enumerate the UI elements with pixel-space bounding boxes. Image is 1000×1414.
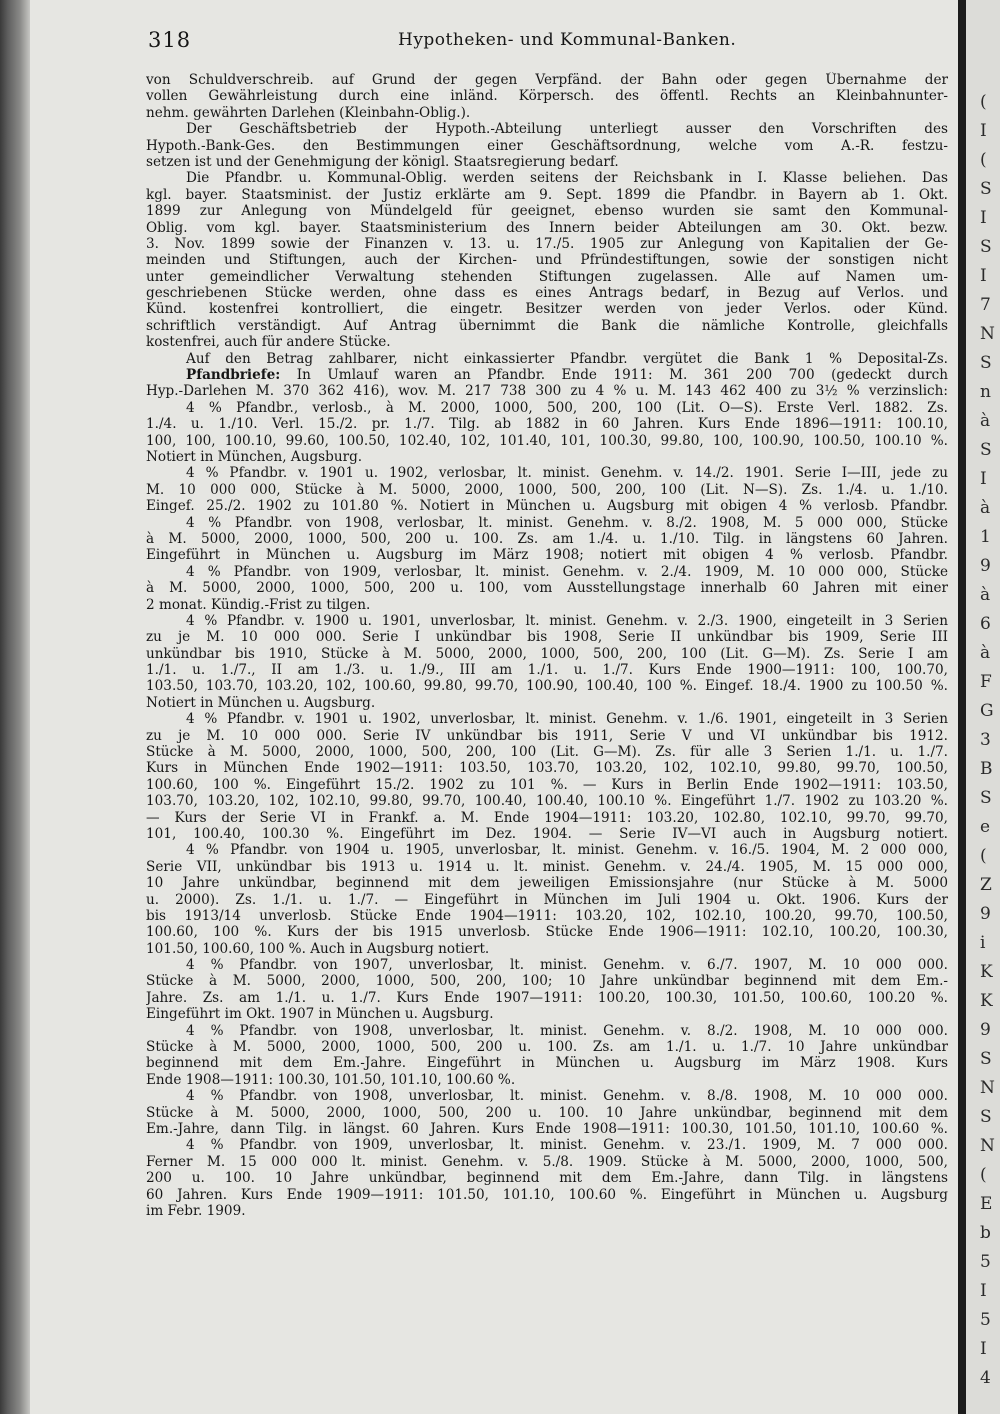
text-line: 3. Nov. 1899 sowie der Finanzen v. 13. u. 17./5. 1905 zur Anlegung von Kapitalien der Ge-	[146, 235, 948, 252]
text-line: im Febr. 1909.	[146, 1202, 246, 1219]
text-line: Stücke à M. 5000, 2000, 1000, 500, 200 u. 100. Zs. am 1./1. u. 1./7. 10 Jahre unkündbar	[146, 1039, 948, 1056]
running-title: Hypotheken- und Kommunal-Banken.	[398, 30, 737, 50]
text-line: 101, 100.40, 100.30 %. Eingeführt im Dez. 1904. — Serie IV—VI auch in Augsburg notiert.	[146, 825, 948, 842]
body-text	[146, 72, 948, 1219]
text-line: 4 % Pfandbr. v. 1900 u. 1901, unverlosbar, lt. minist. Genehm. v. 2./3. 1900, eingeteilt in 3 Serien	[186, 612, 948, 629]
text-line: 4 % Pfandbr. von 1909, verlosbar, lt. minist. Genehm. v. 2./4. 1909, M. 10 000 000, Stücke	[186, 563, 948, 580]
margin-fragment: G	[980, 701, 994, 721]
margin-fragment: (	[980, 846, 987, 866]
margin-fragment: 5	[980, 1252, 991, 1272]
text-line: à M. 5000, 2000, 1000, 500, 200 u. 100, vom Ausstellungstage innerhalb 60 Jahren mit einer	[146, 580, 948, 597]
text-line: Ende 1908—1911: 100.30, 101.50, 101.10, 100.60 %.	[146, 1071, 516, 1088]
text-line: Stücke à M. 5000, 2000, 1000, 500, 200 u. 100. 10 Jahre unkündbar, beginnend mit dem	[146, 1104, 948, 1121]
margin-fragment: N	[980, 1136, 995, 1156]
margin-fragment: 9	[980, 556, 991, 576]
margin-fragment: 4	[980, 1368, 991, 1388]
text-line: zu je M. 10 000 000. Serie IV unkündbar bis 1911, Serie V und VI unkündbar bis 1912.	[146, 727, 948, 744]
margin-fragment: (	[980, 150, 987, 170]
text-line: 4 % Pfandbr. v. 1901 u. 1902, verlosbar, lt. minist. Genehm. v. 14./2. 1901. Serie I—III, jede zu	[186, 465, 948, 482]
margin-fragment: B	[980, 759, 993, 779]
margin-fragment: à	[980, 498, 991, 518]
margin-fragment: N	[980, 1078, 995, 1098]
margin-fragment: 7	[980, 295, 991, 315]
text-line: Künd. kostenfrei kontrolliert, die eingetr. Besitzer werden von jeder Verlos. oder Künd.	[146, 301, 948, 318]
margin-fragment: n	[980, 382, 991, 402]
margin-fragment: (	[980, 92, 987, 112]
text-line: vollen Gewährleistung durch eine inländ. Körpersch. des öffentl. Rechts an Kleinbahnunter-	[146, 88, 948, 105]
text-line: Eingeführt in München u. Augsburg im März 1908; notiert mit obigen 4 % verlosb. Pfandbr.	[146, 547, 948, 564]
text-line: unkündbar bis 1910, Stücke à M. 5000, 2000, 1000, 500, 200, 100 (Lit. G—M). Zs. Serie I am	[146, 645, 948, 662]
text-line: M. 10 000 000, Stücke à M. 5000, 2000, 1000, 500, 200, 100 (Lit. N—S). Zs. 1./4. u. 1./10.	[146, 481, 948, 498]
text-line: — Kurs der Serie VI in Frankf. a. M. Ende 1904—1911: 103.20, 102.80, 102.10, 99.70, 99.70,	[146, 809, 948, 826]
text-line: 1./1. u. 1./7., II am 1./3. u. 1./9., III am 1./1. u. 1./7. Kurs Ende 1900—1911: 100, 100.70,	[146, 662, 948, 679]
text-line: 4 % Pfandbr. von 1908, verlosbar, lt. minist. Genehm. v. 8./2. 1908, M. 5 000 000, Stücke	[186, 514, 948, 531]
text-line: Eingef. 25./2. 1902 zu 101.80 %. Notiert in München u. Augsburg mit obigen 4 % verlosb. Pfandbr.	[146, 498, 948, 515]
text-line: beginnend mit dem Em.-Jahre. Eingeführt in München u. Augsburg im März 1908. Kurs	[146, 1055, 948, 1072]
margin-fragment: à	[980, 643, 991, 663]
text-line: 60 Jahren. Kurs Ende 1909—1911: 101.50, 101.10, 100.60 %. Eingeführt in München u. Augsburg	[146, 1186, 948, 1203]
margin-fragment: I	[980, 1339, 987, 1359]
margin-fragment: S	[980, 179, 992, 199]
text-line: Hypoth.-Bank-Ges. den Bestimmungen einer Geschäftsordnung, welche vom A.-R. festzu-	[146, 137, 948, 154]
text-line: Auf den Betrag zahlbarer, nicht einkassierter Pfandbr. vergütet die Bank 1 % Deposital-Zs.	[186, 350, 948, 367]
text-line: 103.70, 103.20, 102, 102.10, 99.80, 99.70, 100.40, 100.40, 100.10 %. Eingeführt 1./7. 1902 zu 103.20 %.	[146, 793, 948, 810]
text-line: unter gemeindlicher Verwaltung stehenden Stiftungen zugelassen. Alle auf Namen um-	[146, 268, 948, 285]
text-line: 100, 100, 100.10, 99.60, 100.50, 102.40, 102, 101.40, 101, 100.30, 99.80, 100, 100.90, 100.50, 100.10 %.	[146, 432, 948, 449]
text-line: Ferner M. 15 000 000 lt. minist. Genehm. v. 5./8. 1909. Stücke à M. 5000, 2000, 1000, 500,	[146, 1153, 948, 1170]
text-line: Jahre. Zs. am 1./1. u. 1./7. Kurs Ende 1907—1911: 100.20, 100.30, 101.50, 100.60, 100.20 %.	[146, 989, 948, 1006]
text-line: schriftlich verständigt. Auf Antrag übernimmt die Bank die nämliche Kontrolle, gleichfalls	[146, 317, 948, 334]
margin-fragment: E	[980, 1194, 993, 1214]
margin-fragment: S	[980, 1049, 992, 1069]
text-line: Stücke à M. 5000, 2000, 1000, 500, 200, 100 (Lit. G—M). Zs. für alle 3 Serien 1./1. u. 1./7.	[146, 744, 948, 761]
margin-fragment: 9	[980, 1020, 991, 1040]
text-line: 1899 zur Anlegung von Mündelgeld für geeignet, ebenso wurden sie samt den Kommunal-	[146, 203, 948, 220]
text-run: In Umlauf waren an Pfandbr. Ende 1911: M. 361 200 700 (gedeckt durch	[280, 367, 948, 384]
text-line: kgl. bayer. Staatsminist. der Justiz erklärte am 9. Sept. 1899 die Pfandbr. in Bayern ab 1. Okt.	[146, 186, 948, 203]
text-line: u. 2000). Zs. 1./1. u. 1./7. — Eingeführt in München im Juli 1904 u. Okt. 1906. Kurs der	[146, 891, 948, 908]
text-line	[146, 367, 948, 383]
margin-fragment: I	[980, 266, 987, 286]
margin-fragment: I	[980, 1281, 987, 1301]
text-line: setzen ist und der Genehmigung der königl. Staatsregierung bedarf.	[146, 153, 619, 170]
margin-fragment: à	[980, 411, 991, 431]
adjacent-page-margin	[966, 0, 1000, 1414]
margin-fragment: F	[980, 672, 992, 692]
margin-fragment: S	[980, 237, 992, 257]
text-line: 4 % Pfandbr. von 1908, unverlosbar, lt. minist. Genehm. v. 8./2. 1908, M. 10 000 000.	[186, 1022, 948, 1039]
text-line: à M. 5000, 2000, 1000, 500, 200 u. 100. Zs. am 1./4. u. 1./10. Tilg. in längstens 60 Jahren.	[146, 530, 948, 547]
text-line: kostenfrei, auch für andere Stücke.	[146, 334, 391, 351]
text-line: Notiert in München u. Augsburg.	[146, 694, 376, 711]
margin-fragment: I	[980, 469, 987, 489]
margin-fragment: 6	[980, 614, 991, 634]
text-line: 100.60, 100 %. Kurs der bis 1915 unverlosb. Stücke Ende 1906—1911: 102.10, 100.20, 100.30,	[146, 924, 948, 941]
margin-fragment: I	[980, 121, 987, 141]
text-line: 103.50, 103.70, 103.20, 102, 100.60, 99.80, 99.70, 100.90, 100.40, 100 %. Eingef. 18./4. 1900 zu 100.50 %.	[146, 678, 948, 695]
text-line: 4 % Pfandbr. von 1904 u. 1905, unverlosbar, lt. minist. Genehm. v. 16./5. 1904, M. 2 000 000,	[186, 842, 948, 859]
margin-fragment: Z	[980, 875, 992, 895]
text-line: 200 u. 100. 10 Jahre unkündbar, beginnend mit dem Em.-Jahre, dann Tilg. in längstens	[146, 1170, 948, 1187]
text-line: Die Pfandbr. u. Kommunal-Oblig. werden seitens der Reichsbank in I. Klasse beliehen. Das	[186, 170, 948, 187]
margin-fragment: 3	[980, 730, 991, 750]
text-line: 4 % Pfandbr. v. 1901 u. 1902, unverlosbar, lt. minist. Genehm. v. 1./6. 1901, eingeteilt in 3 Serien	[186, 711, 948, 728]
text-line: von Schuldverschreib. auf Grund der gegen Verpfänd. der Bahn oder gegen Übernahme der	[146, 72, 948, 88]
text-line: 10 Jahre unkündbar, beginnend mit dem jeweiligen Emissionsjahre (nur Stücke à M. 5000	[146, 875, 948, 892]
margin-fragment: I	[980, 208, 987, 228]
margin-fragment: S	[980, 1107, 992, 1127]
text-line: 4 % Pfandbr. von 1908, unverlosbar, lt. minist. Genehm. v. 8./8. 1908, M. 10 000 000.	[186, 1088, 948, 1105]
margin-fragment: N	[980, 324, 995, 344]
margin-fragment: e	[980, 817, 991, 837]
margin-fragment: S	[980, 788, 992, 808]
text-line: meinden und Stiftungen, auch der Kirchen- und Pfründestiftungen, sowie der sonstigen nicht	[146, 252, 948, 269]
section-lead: Pfandbriefe:	[186, 367, 281, 384]
text-line: Hyp.-Darlehen M. 370 362 416), wov. M. 217 738 300 zu 4 % u. M. 143 462 400 zu 3½ % verzinslich:	[146, 383, 948, 400]
text-line: Stücke à M. 5000, 2000, 1000, 500, 200, 100; 10 Jahre unkündbar beginnend mit dem Em.-	[146, 973, 948, 990]
page-gutter	[958, 0, 966, 1414]
text-line: Notiert in München, Augsburg.	[146, 448, 363, 465]
text-line: 1./4. u. 1./10. Verl. 15./2. pr. 1./7. Tilg. ab 1882 in 60 Jahren. Kurs Ende 1896—1911: 100.10,	[146, 416, 948, 433]
text-line: zu je M. 10 000 000. Serie I unkündbar bis 1908, Serie II unkündbar bis 1909, Serie III	[146, 629, 948, 646]
text-line: Serie VII, unkündbar bis 1913 u. 1914 u. lt. minist. Genehm. v. 24./4. 1905, M. 15 000 000,	[146, 858, 948, 875]
margin-fragment: K	[980, 991, 993, 1011]
text-line: Kurs in München Ende 1902—1911: 103.50, 103.70, 103.20, 102, 102.10, 99.80, 99.70, 100.50,	[146, 760, 948, 777]
page-header	[148, 28, 948, 58]
text-line: 101.50, 100.60, 100 %. Auch in Augsburg notiert.	[146, 940, 490, 957]
text-line: nehm. gewährten Darlehen (Kleinbahn-Oblig.).	[146, 104, 471, 121]
text-line: 4 % Pfandbr. von 1909, unverlosbar, lt. minist. Genehm. v. 23./1. 1909, M. 7 000 000.	[186, 1137, 948, 1154]
text-line: geschriebenen Stücke werden, ohne dass es eines Antrags bedarf, in Bezug auf Verlos. und	[146, 285, 948, 302]
margin-fragment: i	[980, 933, 986, 953]
margin-fragment: 1	[980, 527, 991, 547]
margin-fragment: 5	[980, 1310, 991, 1330]
text-line: bis 1913/14 unverlosb. Stücke Ende 1904—1911: 103.20, 102, 102.10, 100.20, 99.70, 100.50,	[146, 907, 948, 924]
margin-fragment: à	[980, 585, 991, 605]
margin-fragment: b	[980, 1223, 991, 1243]
scan-binding-shadow	[0, 0, 30, 1414]
page-number: 318	[148, 28, 192, 52]
text-line: 2 monat. Kündig.-Frist zu tilgen.	[146, 596, 371, 613]
text-line: 4 % Pfandbr., verlosb., à M. 2000, 1000, 500, 200, 100 (Lit. O—S). Erste Verl. 1882. Zs.	[186, 399, 948, 416]
text-line: 100.60, 100 %. Eingeführt 15./2. 1902 zu 101 %. — Kurs in Berlin Ende 1902—1911: 103.50,	[146, 776, 948, 793]
margin-fragment: K	[980, 962, 993, 982]
text-line: Oblig. vom kgl. bayer. Staatsministerium des Innern beider Abteilungen am 30. Okt. bezw.	[146, 219, 948, 236]
margin-fragment: S	[980, 440, 992, 460]
text-line: Em.-Jahre, dann Tilg. in längst. 60 Jahren. Kurs Ende 1908—1911: 100.30, 101.50, 101.10, 100.60 %.	[146, 1121, 948, 1137]
margin-fragment: S	[980, 353, 992, 373]
margin-fragment: (	[980, 1165, 987, 1185]
text-line: 4 % Pfandbr. von 1907, unverlosbar, lt. minist. Genehm. v. 6./7. 1907, M. 10 000 000.	[186, 957, 948, 974]
text-line: Der Geschäftsbetrieb der Hypoth.-Abteilung unterliegt ausser den Vorschriften des	[186, 121, 948, 138]
text-line: Eingeführt im Okt. 1907 in München u. Augsburg.	[146, 1006, 494, 1023]
margin-fragment: 9	[980, 904, 991, 924]
